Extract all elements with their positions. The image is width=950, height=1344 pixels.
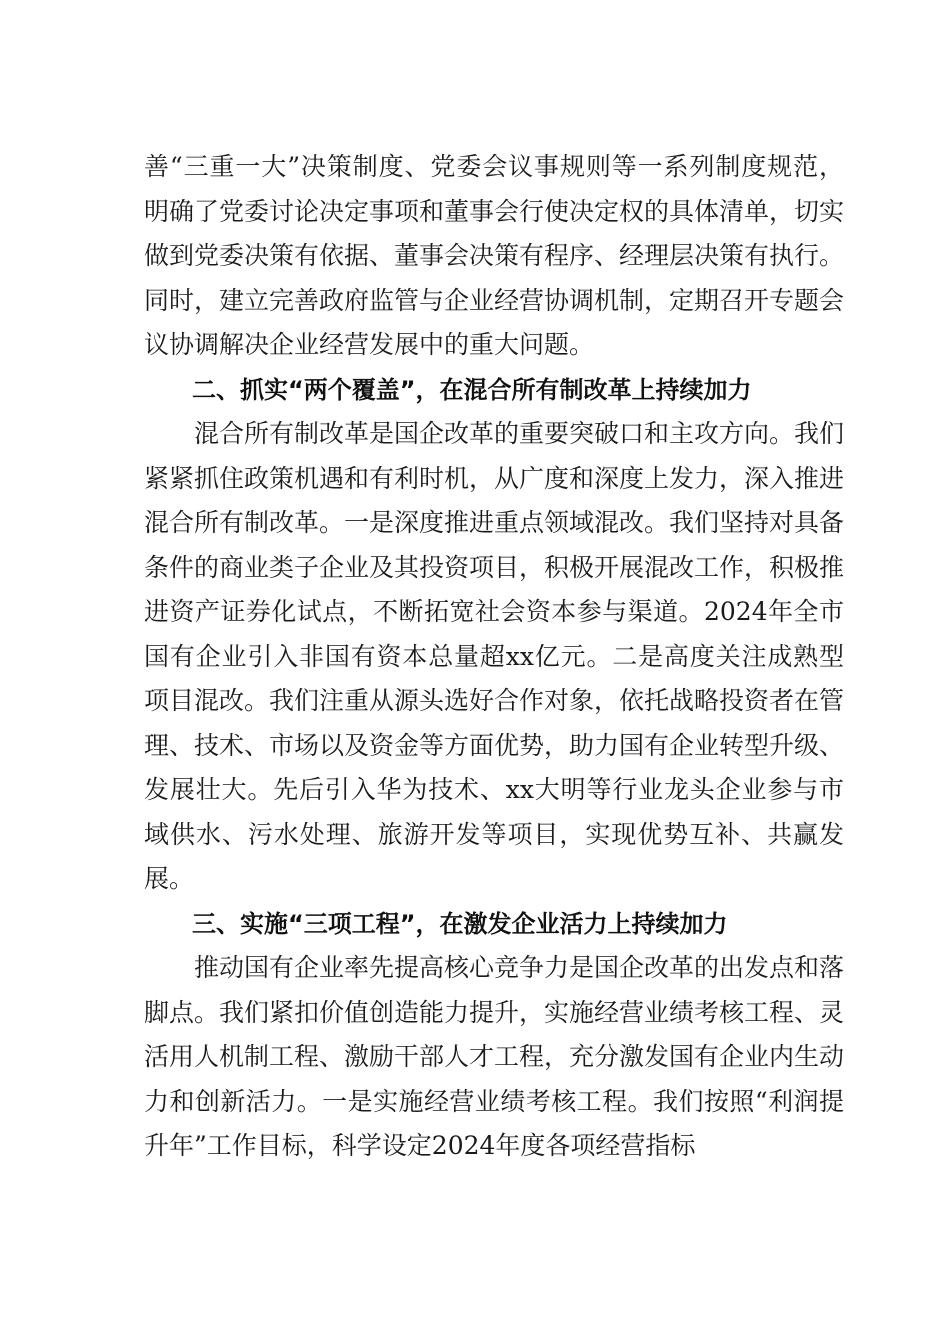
section-2-paragraph: 混合所有制改革是国企改革的重要突破口和主攻方向。我们紧紧抓住政策机遇和有利时机，从广度和深度上发力，深入推进混合所有制改革。一是深度推进重点领域混改。我们坚持对具备条件的商业类子企业及其投资项目，积极开展混改工作，积极推进资产证券化试点，不断拓宽社会资本参与渠道。2024年全市国有企业引入非国有资本总量超xx亿元。二是高度关注成熟型项目混改。我们注重从源头选好合作对象，依托战略投资者在管理、技术、市场以及资金等方面优势，助力国有企业转型升级、发展壮大。先后引入华为技术、xx大明等行业龙头企业参与市域供水、污水处理、旅游开发等项目，实现优势互补、共赢发展。	[144, 419, 845, 893]
section-2-heading: 二、抓实“两个覆盖”，在混合所有制改革上持续加力	[192, 375, 752, 404]
continued-paragraph: 善“三重一大”决策制度、党委会议事规则等一系列制度规范，明确了党委讨论决定事项和董事会行使决定权的具体清单，切实做到党委决策有依据、董事会决策有程序、经理层决策有执行。同时，建立完善政府监管与企业经营协调机制，定期召开专题会议协调解决企业经营发展中的重大问题。	[144, 152, 845, 359]
section-3-heading: 三、实施“三项工程”，在激发企业活力上持续加力	[192, 909, 728, 938]
document-body	[144, 145, 844, 1169]
section-3-paragraph: 推动国有企业率先提高核心竞争力是国企改革的出发点和落脚点。我们紧扣价值创造能力提升，实施经营业绩考核工程、灵活用人机制工程、激励干部人才工程，充分激发国有企业内生动力和创新活力。一是实施经营业绩考核工程。我们按照“利润提升年”工作目标，科学设定2024年度各项经营指标	[144, 953, 845, 1160]
